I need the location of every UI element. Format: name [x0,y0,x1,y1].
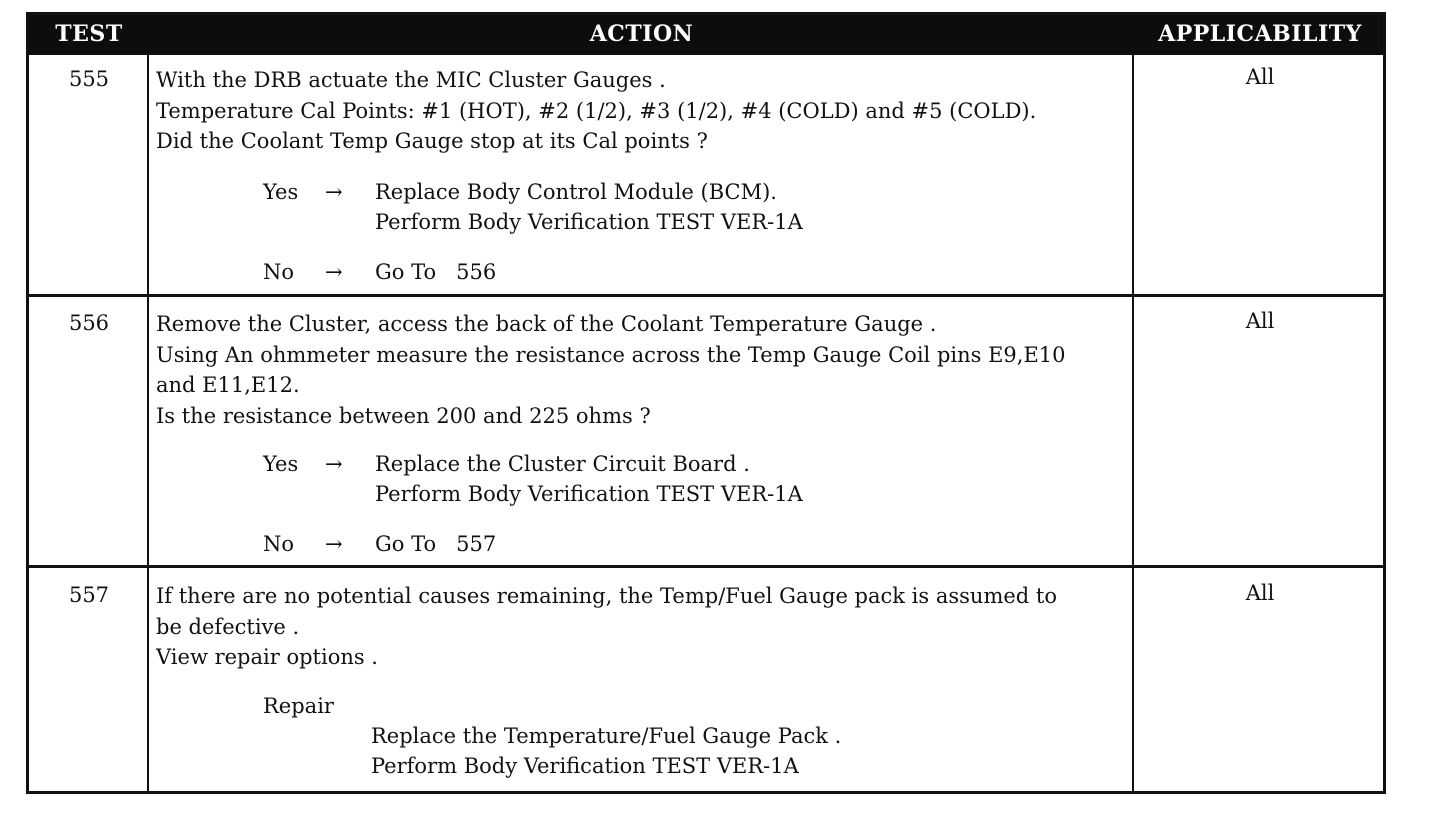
row-divider-1 [29,294,1383,297]
column-divider-test [147,55,149,791]
repair-label: Repair [263,694,334,718]
yes-label: Yes [263,180,299,204]
no-action-line: Go To 557 [375,532,497,556]
action-prompt-557 [156,581,1057,673]
prompt-line: Did the Coolant Temp Gauge stop at its Cal points ? [156,129,708,153]
column-divider-action [1132,55,1134,791]
arrow-icon: → [325,180,343,204]
no-label: No [263,532,295,556]
header-applicability: APPLICABILITY [1158,21,1362,47]
yes-action-line: Perform Body Verification TEST VER-1A [375,482,803,506]
action-prompt-556 [156,309,1066,431]
prompt-line: Temperature Cal Points: #1 (HOT), #2 (1/2), #3 (1/2), #4 (COLD) and #5 (COLD). [156,98,1037,123]
test-number-555: 555 [68,67,110,91]
row-divider-2 [29,565,1383,568]
prompt-line: and E11,E12. [156,373,300,397]
yes-action-line: Perform Body Verification TEST VER-1A [375,210,803,234]
arrow-icon: → [325,452,343,476]
yes-label: Yes [263,452,299,476]
yes-action-line: Replace the Cluster Circuit Board . [375,452,750,476]
no-action-line: Go To 556 [375,260,497,284]
repair-action-line: Perform Body Verification TEST VER-1A [371,754,799,778]
prompt-line: Is the resistance between 200 and 225 ohms ? [156,403,651,428]
test-number-556: 556 [68,311,110,335]
diagnostic-table [26,12,1386,794]
applicability-555: All [1245,65,1275,89]
prompt-line: With the DRB actuate the MIC Cluster Gauges . [156,68,666,92]
no-label: No [263,260,295,284]
applicability-556: All [1245,309,1275,333]
repair-action-line: Replace the Temperature/Fuel Gauge Pack . [371,724,842,748]
arrow-icon: → [325,532,343,556]
table-header [29,15,1383,55]
prompt-line: If there are no potential causes remaining, the Temp/Fuel Gauge pack is assumed to [156,584,1057,608]
prompt-line: View repair options . [156,645,378,669]
prompt-line: be defective . [156,614,300,639]
prompt-line: Remove the Cluster, access the back of the Coolant Temperature Gauge . [156,312,937,336]
header-test: TEST [55,21,123,47]
action-prompt-555 [156,65,1036,157]
header-action: ACTION [589,21,694,47]
yes-action-line: Replace Body Control Module (BCM). [375,180,777,204]
arrow-icon: → [325,260,343,284]
test-number-557: 557 [68,583,110,607]
prompt-line: Using An ohmmeter measure the resistance across the Temp Gauge Coil pins E9,E10 [156,342,1066,367]
applicability-557: All [1245,581,1275,605]
